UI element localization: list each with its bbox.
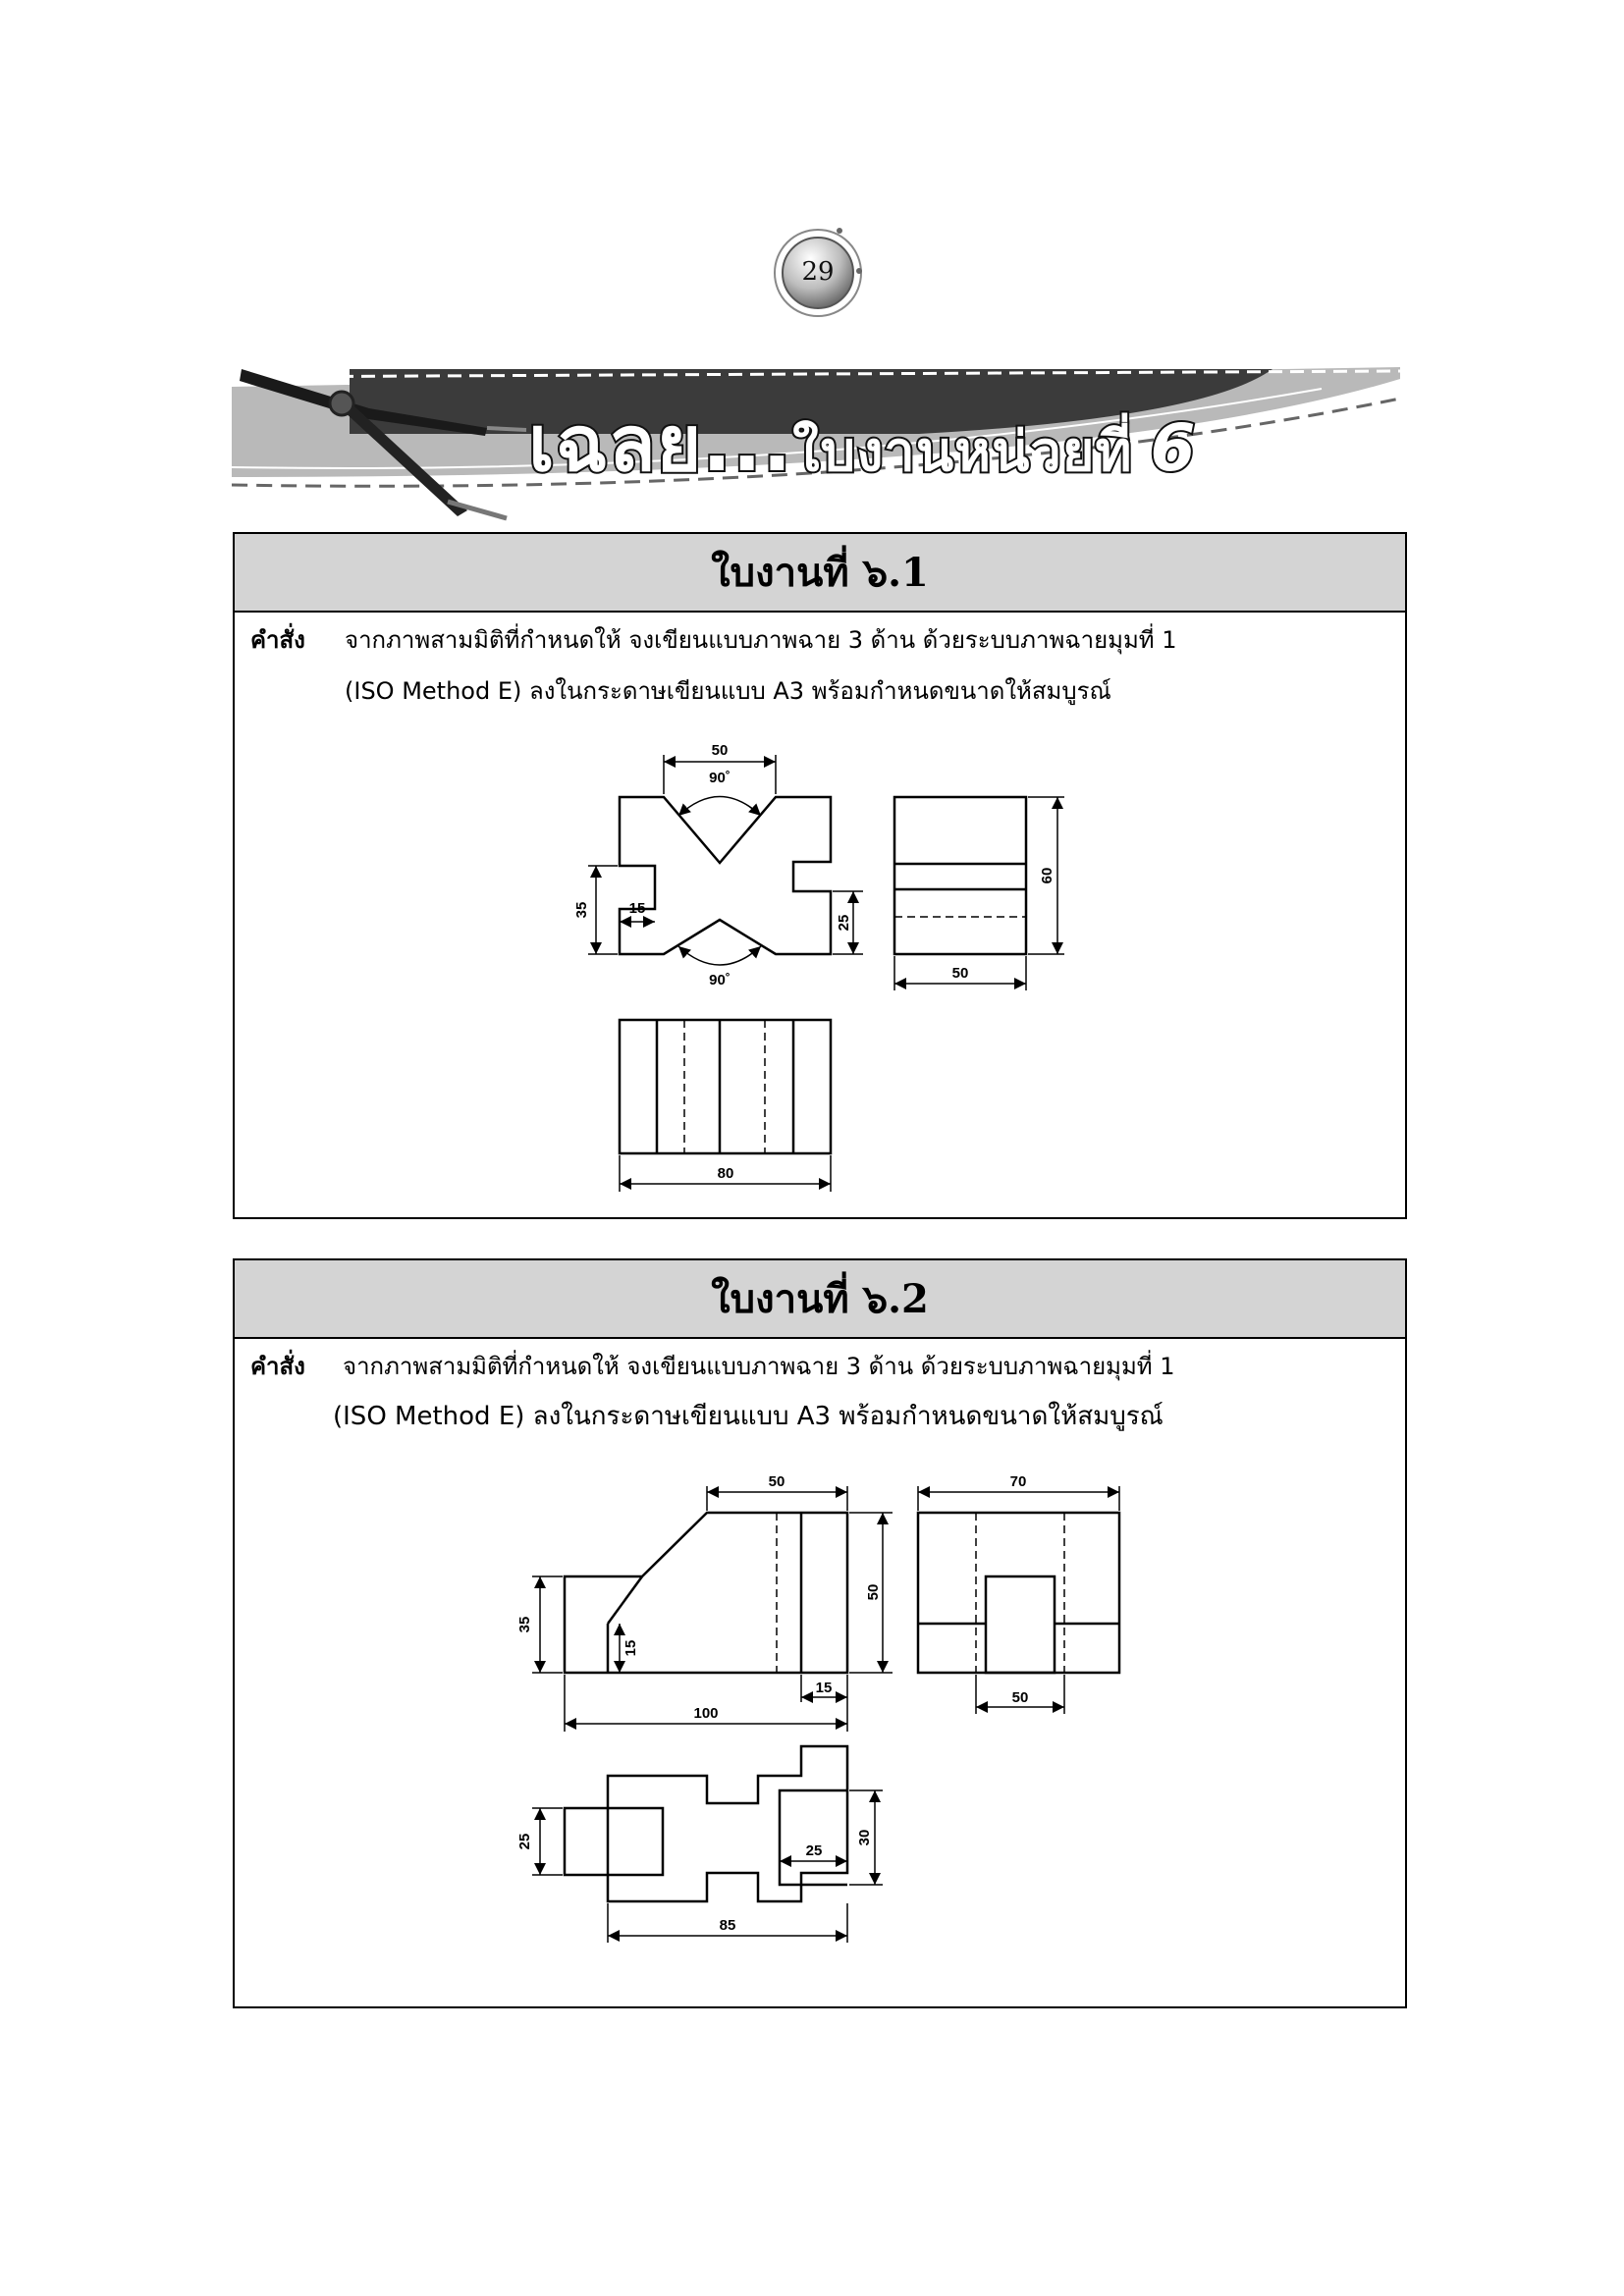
front-view xyxy=(620,797,831,954)
dim-plan-slot-height: 30 xyxy=(856,1829,873,1846)
instruction-line-2: (ISO Method E) ลงในกระดาษเขียนแบบ A3 พร้อมกำหนดขนาดให้สมบูรณ์ xyxy=(345,677,1111,705)
dim-bottom-width: 80 xyxy=(717,1165,734,1182)
dim-top-angle: 90˚ xyxy=(709,770,731,786)
top-view xyxy=(620,1020,831,1153)
dim-side-width: 50 xyxy=(951,965,969,982)
dim-right-height: 50 xyxy=(865,1583,882,1601)
page-number: 29 xyxy=(801,257,835,287)
dim-side-height: 60 xyxy=(1039,867,1056,884)
dim-top-width: 50 xyxy=(768,1473,785,1490)
worksheet-title: ใบงานที่ ๖.1 xyxy=(235,534,1405,613)
top-view xyxy=(608,1746,847,1901)
side-view xyxy=(894,797,1026,954)
instruction-label: คำสั่ง xyxy=(250,626,305,654)
projection-drawing-6-2 xyxy=(235,1260,1409,2010)
worksheet-title: ใบงานที่ ๖.2 xyxy=(235,1260,1405,1339)
instruction-label: คำสั่ง xyxy=(250,1353,305,1380)
dim-chamfer-height: 15 xyxy=(623,1639,639,1657)
dim-left-height: 35 xyxy=(516,1616,533,1633)
dim-right-height: 25 xyxy=(836,914,852,932)
dim-plan-left-height: 25 xyxy=(516,1833,533,1850)
dim-slot-width: 15 xyxy=(628,900,646,917)
dim-plan-slot-width: 25 xyxy=(805,1842,823,1859)
dim-step-width: 15 xyxy=(815,1680,833,1696)
dim-total-width: 100 xyxy=(693,1705,719,1722)
dim-left-height: 35 xyxy=(573,901,590,919)
worksheet-6-2 xyxy=(233,1258,1407,2008)
side-view xyxy=(918,1513,1119,1673)
worksheet-6-1 xyxy=(233,532,1407,1219)
instruction-line-1: จากภาพสามมิติที่กำหนดให้ จงเขียนแบบภาพฉาย 3 ด้าน ด้วยระบบภาพฉายมุมที่ 1 xyxy=(345,626,1177,654)
dim-side-bottom-width: 50 xyxy=(1011,1689,1029,1706)
banner-title: เฉลย...ใบงานหน่วยที่ 6 xyxy=(528,400,1197,489)
dim-bottom-angle: 90˚ xyxy=(709,972,731,988)
dim-top-width: 50 xyxy=(711,742,729,759)
instruction-line-1: จากภาพสามมิติที่กำหนดให้ จงเขียนแบบภาพฉาย 3 ด้าน ด้วยระบบภาพฉายมุมที่ 1 xyxy=(343,1353,1175,1380)
dim-side-top-width: 70 xyxy=(1009,1473,1027,1490)
dim-plan-width: 85 xyxy=(719,1917,736,1934)
instruction-line-2: (ISO Method E) ลงในกระดาษเขียนแบบ A3 พร้อมกำหนดขนาดให้สมบูรณ์ xyxy=(333,1402,1164,1431)
projection-drawing-6-1 xyxy=(235,534,1409,1221)
